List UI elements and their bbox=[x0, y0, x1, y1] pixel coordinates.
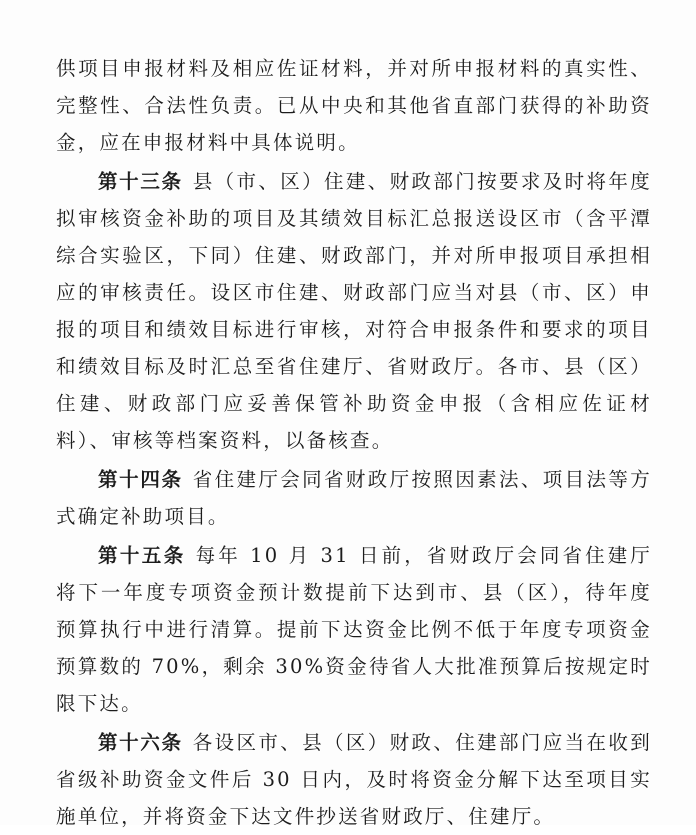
article-13-label: 第十三条 bbox=[98, 170, 183, 193]
article-14 bbox=[56, 461, 652, 535]
article-15-label: 第十五条 bbox=[98, 544, 186, 567]
article-14-body: 省住建厅会同省财政厅按照因素法、项目法等方式确定补助项目。 bbox=[56, 468, 652, 528]
article-14-label: 第十四条 bbox=[98, 468, 183, 491]
article-13-body: 县（市、区）住建、财政部门按要求及时将年度拟审核资金补助的项目及其绩效目标汇总报送设区市（含平潭综合实验区，下同）住建、财政部门，并对所申报项目承担相应的审核责任。设区市住建、财政部门应当对县（市、区）申报的项目和绩效目标进行审核，对符合申报条件和要求的项目和绩效目标及时汇总至省住建厅、省财政厅。各市、县（区）住建、财政部门应妥善保管补助资金申报（含相应佐证材料）、审核等档案资料，以备核查。 bbox=[56, 170, 652, 452]
article-15 bbox=[56, 537, 652, 722]
article-15-body: 每年 10 月 31 日前，省财政厅会同省住建厅将下一年度专项资金预计数提前下达到市、县（区），待年度预算执行中进行清算。提前下达资金比例不低于年度专项资金预算数的 70%，剩余 30%资金待省人大批准预算后按规定时限下达。 bbox=[56, 544, 652, 715]
article-16 bbox=[56, 724, 652, 835]
article-13 bbox=[56, 163, 652, 459]
article-16-body: 各设区市、县（区）财政、住建部门应当在收到省级补助资金文件后 30 日内，及时将资金分解下达至项目实施单位，并将资金下达文件抄送省财政厅、住建厅。 bbox=[56, 731, 652, 828]
document-body bbox=[56, 50, 652, 835]
intro-paragraph: 供项目申报材料及相应佐证材料，并对所申报材料的真实性、完整性、合法性负责。已从中央和其他省直部门获得的补助资金，应在申报材料中具体说明。 bbox=[56, 57, 652, 154]
article-16-label: 第十六条 bbox=[98, 731, 183, 754]
